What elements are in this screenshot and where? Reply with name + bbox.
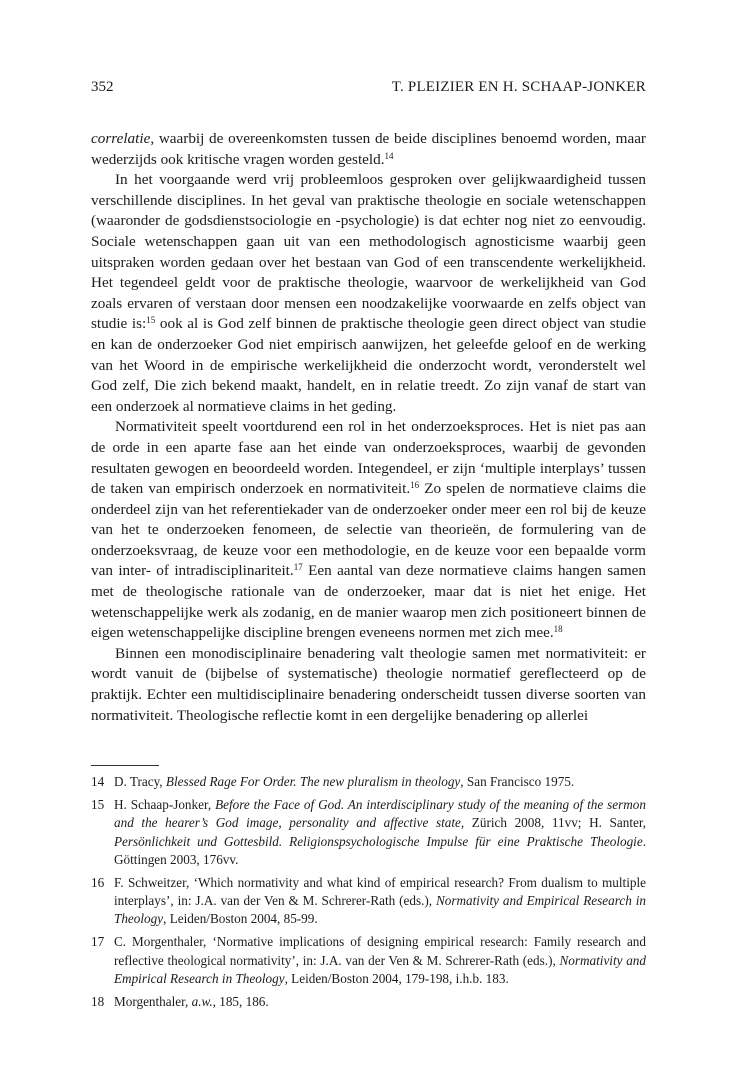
text-span: , Leiden/Boston 2004, 179-198, i.h.b. 183. xyxy=(284,970,509,986)
footnote-ref[interactable]: 17 xyxy=(293,562,303,573)
paragraph xyxy=(91,644,646,726)
footnote-ref[interactable]: 16 xyxy=(410,480,420,491)
text-span: ook al is God zelf binnen de praktische theologie geen direct object van studie en kan de onderzoeker God niet empirisch aanwijzen, het geleefde geloof en de werking van het Woord in de empirische werkelijkheid die onderzocht wordt, veronderstelt wel God zelf, Die zich bekend maakt, handelt, en in relatie treedt. Zo zijn vanaf de start van een onderzoek al normatieve claims in het geding. xyxy=(91,315,646,415)
footnote xyxy=(91,933,646,988)
footnote-divider xyxy=(91,765,159,766)
text-span: , 185, 186. xyxy=(212,993,269,1009)
footnote xyxy=(91,993,646,1011)
text-span: In het voorgaande werd vrij probleemloos gesproken over gelijkwaardigheid tussen verschillende disciplines. In het geval van praktische theologie en sociale wetenschappen (waaronder de godsdienstsociologie en -psychologie) is dat echter nog niet zo eenvoudig. Sociale wetenschappen gaan uit van een methodologisch agnosticisme waarbij geen uitspraken worden gedaan over het bestaan van God of een transcendente werkelijkheid. Het tegendeel geldt voor de praktische theologie, waarvoor de werkelijkheid van God zoals ervaren of verstaan door mensen een noodzakelijke voorwaarde en zelfs object van studie is: xyxy=(91,171,646,333)
page-number: 352 xyxy=(91,79,114,95)
text-span: C. Morgenthaler, ‘Normative implications of designing empirical research: Family research and reflective theological normativity’, in: J.A. van der Ven & M. Schrerer-Rath (eds.), xyxy=(114,934,646,968)
text-span: Zürich 2008, 11vv; H. Santer, xyxy=(464,815,646,831)
footnote xyxy=(91,796,646,870)
text-span: Een aantal van deze normatieve claims hangen samen met de theologische rationale van de onderzoeker, maar dat is niet het enige. Het wetenschappelijke werk als zodanig, en de manier waarop men zich positioneert binnen de eigen wetenschappelijke discipline brengen eveneens normen met zich mee. xyxy=(91,562,646,642)
italic-title: Normativity and Empirical Research in Theology xyxy=(114,893,646,927)
footnotes xyxy=(91,773,646,1015)
text-span: D. Tracy, xyxy=(114,774,166,789)
footnote-number: 16 xyxy=(91,874,105,890)
footnote-number: 18 xyxy=(91,993,105,1009)
text-span: F. Schweitzer, ‘Which normativity and what kind of empirical research? From dualism to multiple interplays’, in: J.A. van der Ven & M. Schrerer-Rath (eds.), xyxy=(114,874,646,909)
body-text xyxy=(91,129,646,726)
italic-title: Blessed Rage For Order. The new pluralism in theology xyxy=(165,774,461,789)
running-title: T. PLEIZIER EN H. SCHAAP-JONKER xyxy=(391,79,646,95)
text-span: Normativiteit speelt voortdurend een rol in het onderzoeksproces. Het is niet pas aan de orde in een aparte fase aan het einde van onderzoeksproces, waarbij de gevonden resultaten gewogen en beoordeeld worden. Integendeel, er zijn ‘multiple interplays’ tussen de taken van empirisch onderzoek en normativiteit. xyxy=(91,418,646,498)
footnote-number: 14 xyxy=(91,774,105,789)
italic-title: a.w. xyxy=(191,993,213,1009)
running-header xyxy=(91,79,646,99)
italic-term: correlatie xyxy=(91,130,151,147)
paragraph xyxy=(91,417,646,644)
text-span: . Göttingen 2003, 176vv. xyxy=(114,833,646,867)
italic-title: Before the Face of God. An interdisciplinary study of the meaning of the sermon and the hearer’s God image, personality and affective state, xyxy=(114,796,646,831)
text-span: , San Francisco 1975. xyxy=(460,774,575,789)
text-span: H. Schaap-Jonker, xyxy=(114,796,216,812)
text-span: , waarbij de overeenkomsten tussen de beide disciplines benoemd worden, maar wederzijds ook kritische vragen worden gesteld. xyxy=(91,130,646,168)
text-span: , Leiden/Boston 2004, 85-99. xyxy=(163,911,318,927)
text-span: Morgenthaler, xyxy=(114,993,192,1009)
paragraph-continuation xyxy=(91,129,646,170)
footnote-number: 15 xyxy=(91,796,105,812)
footnote-ref[interactable]: 15 xyxy=(146,315,156,326)
footnote xyxy=(91,773,646,791)
text-span: Zo spelen de normatieve claims die onderdeel zijn van het referentiekader van de onderzoeker onder meer een rol bij de keuze van het te onderzoeken fenomeen, de selectie van theorieën, de formulering van de onderzoeksvraag, de keuze voor een methodologie, en de keuze voor een bepaalde vorm van inter- of intradisciplinariteit. xyxy=(91,480,646,580)
footnote-number: 17 xyxy=(91,934,105,950)
footnote-ref[interactable]: 18 xyxy=(553,624,563,635)
italic-title: Normativity and Empirical Research in Theology xyxy=(114,952,646,986)
text-span: Binnen een monodisciplinaire benadering valt theologie samen met normativiteit: er wordt vanuit de (bijbelse of systematische) theologie normatief gereflecteerd op de praktijk. Echter een multidisciplinaire benadering onderscheidt tussen diverse soorten van normativiteit. Theologische reflectie komt in een dergelijke benadering op allerlei xyxy=(91,644,646,724)
footnote xyxy=(91,874,646,929)
footnote-ref[interactable]: 14 xyxy=(384,150,394,161)
paragraph xyxy=(91,170,646,417)
italic-title: Persönlichkeit und Gottesbild. Religionspsychologische Impulse für eine Praktische Theologie xyxy=(114,833,643,849)
